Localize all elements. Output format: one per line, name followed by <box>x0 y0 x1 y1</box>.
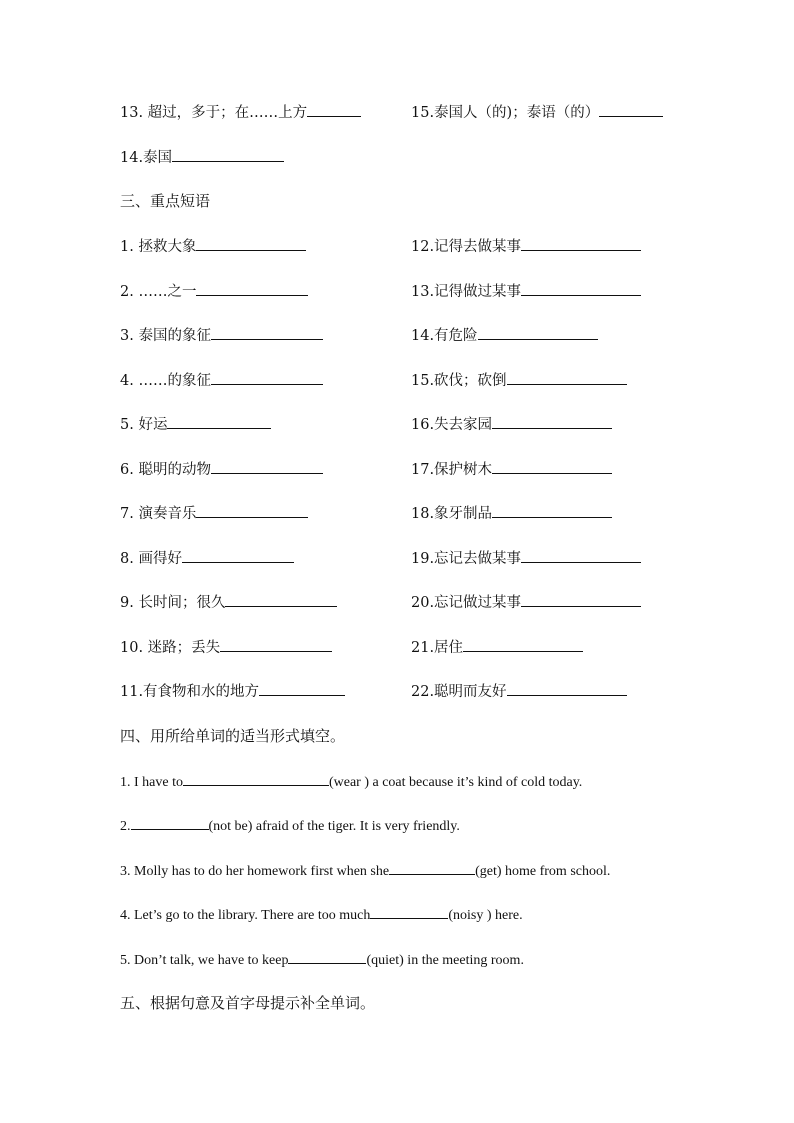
answer-blank[interactable] <box>492 503 612 518</box>
answer-blank[interactable] <box>463 637 583 652</box>
answer-blank[interactable] <box>307 102 361 117</box>
section-4-heading: 四、用所给单词的适当形式填空。 <box>120 727 346 745</box>
answer-blank[interactable] <box>225 592 337 607</box>
sentence-start: 3. Molly has to do her homework first when she <box>120 864 390 879</box>
vocab-label: 15.泰国人（的)；泰语（的） <box>411 105 600 121</box>
phrase-label: 13.记得做过某事 <box>411 284 522 300</box>
phrase-item-4 <box>120 370 323 391</box>
sentence-end: (quiet) in the meeting room. <box>366 953 524 968</box>
answer-blank[interactable] <box>211 325 323 340</box>
answer-blank[interactable] <box>196 281 308 296</box>
phrase-label: 17.保护树木 <box>411 462 493 478</box>
answer-blank[interactable] <box>220 637 332 652</box>
sentence-end: (get) home from school. <box>475 864 611 879</box>
phrase-label: 11.有食物和水的地方 <box>120 684 260 700</box>
answer-blank[interactable] <box>196 236 306 251</box>
sentence-end: (noisy ) here. <box>448 908 523 923</box>
phrase-item-22 <box>411 681 627 702</box>
phrase-item-7 <box>120 503 308 524</box>
answer-blank[interactable] <box>521 548 641 563</box>
answer-blank[interactable] <box>599 102 663 117</box>
phrase-label: 14.有危险 <box>411 328 478 344</box>
answer-blank[interactable] <box>507 681 627 696</box>
answer-blank[interactable] <box>196 503 308 518</box>
fill-blank-item-2 <box>120 815 460 837</box>
answer-blank[interactable] <box>389 860 475 875</box>
answer-blank[interactable] <box>182 548 294 563</box>
phrase-item-10 <box>120 637 332 658</box>
phrase-item-17 <box>411 459 612 480</box>
answer-blank[interactable] <box>167 414 271 429</box>
answer-blank[interactable] <box>521 281 641 296</box>
phrase-item-8 <box>120 548 294 569</box>
answer-blank[interactable] <box>507 370 627 385</box>
answer-blank[interactable] <box>288 949 366 964</box>
answer-blank[interactable] <box>478 325 598 340</box>
phrase-item-11 <box>120 681 345 702</box>
answer-blank[interactable] <box>492 459 612 474</box>
phrase-label: 19.忘记去做某事 <box>411 551 522 567</box>
vocab-item-14 <box>120 147 284 168</box>
sentence-start: 1. I have to <box>120 775 183 790</box>
fill-blank-item-3 <box>120 860 610 882</box>
phrase-label: 2. ……之一 <box>120 284 197 300</box>
section-5-heading: 五、根据句意及首字母提示补全单词。 <box>120 994 376 1012</box>
phrase-label: 16.失去家园 <box>411 417 493 433</box>
phrase-item-3 <box>120 325 323 346</box>
answer-blank[interactable] <box>211 459 323 474</box>
sentence-start: 4. Let’s go to the library. There are too much <box>120 908 371 923</box>
phrase-label: 1. 拯救大象 <box>120 239 197 255</box>
phrase-label: 9. 长时间；很久 <box>120 595 226 611</box>
phrase-item-12 <box>411 236 641 257</box>
sentence-start: 2. <box>120 819 131 834</box>
phrase-item-15 <box>411 370 627 391</box>
answer-blank[interactable] <box>131 815 209 830</box>
answer-blank[interactable] <box>370 904 448 919</box>
phrase-label: 8. 画得好 <box>120 551 182 567</box>
answer-blank[interactable] <box>521 592 641 607</box>
phrase-item-1 <box>120 236 306 257</box>
section-3-heading: 三、重点短语 <box>120 192 211 210</box>
sentence-end: (not be) afraid of the tiger. It is very friendly. <box>208 819 460 834</box>
phrase-label: 22.聪明而友好 <box>411 684 507 700</box>
answer-blank[interactable] <box>211 370 323 385</box>
vocab-item-13 <box>120 102 361 123</box>
vocab-label: 14.泰国 <box>120 150 173 166</box>
sentence-end: (wear ) a coat because it’s kind of cold today. <box>328 775 583 790</box>
answer-blank[interactable] <box>259 681 345 696</box>
phrase-item-9 <box>120 592 337 613</box>
phrase-item-2 <box>120 281 308 302</box>
answer-blank[interactable] <box>521 236 641 251</box>
fill-blank-item-5 <box>120 949 524 971</box>
phrase-item-13 <box>411 281 641 302</box>
phrase-item-16 <box>411 414 612 435</box>
phrase-item-5 <box>120 414 271 435</box>
phrase-label: 18.象牙制品 <box>411 506 493 522</box>
phrase-label: 6. 聪明的动物 <box>120 462 211 478</box>
vocab-label: 13. 超过，多于；在……上方 <box>120 105 308 121</box>
phrase-label: 15.砍伐；砍倒 <box>411 373 507 389</box>
phrase-item-19 <box>411 548 641 569</box>
phrase-label: 20.忘记做过某事 <box>411 595 522 611</box>
phrase-label: 12.记得去做某事 <box>411 239 522 255</box>
phrase-label: 10. 迷路；丢失 <box>120 640 221 656</box>
answer-blank[interactable] <box>172 147 284 162</box>
phrase-label: 3. 泰国的象征 <box>120 328 211 344</box>
phrase-label: 21.居住 <box>411 640 464 656</box>
sentence-start: 5. Don’t talk, we have to keep <box>120 953 289 968</box>
phrase-label: 7. 演奏音乐 <box>120 506 197 522</box>
phrase-label: 5. 好运 <box>120 417 168 433</box>
fill-blank-item-1 <box>120 771 582 793</box>
phrase-label: 4. ……的象征 <box>120 373 211 389</box>
vocab-item-15 <box>411 102 663 123</box>
phrase-item-6 <box>120 459 323 480</box>
answer-blank[interactable] <box>183 771 329 786</box>
phrase-item-18 <box>411 503 612 524</box>
answer-blank[interactable] <box>492 414 612 429</box>
phrase-item-14 <box>411 325 598 346</box>
fill-blank-item-4 <box>120 904 523 926</box>
phrase-item-21 <box>411 637 583 658</box>
phrase-item-20 <box>411 592 641 613</box>
